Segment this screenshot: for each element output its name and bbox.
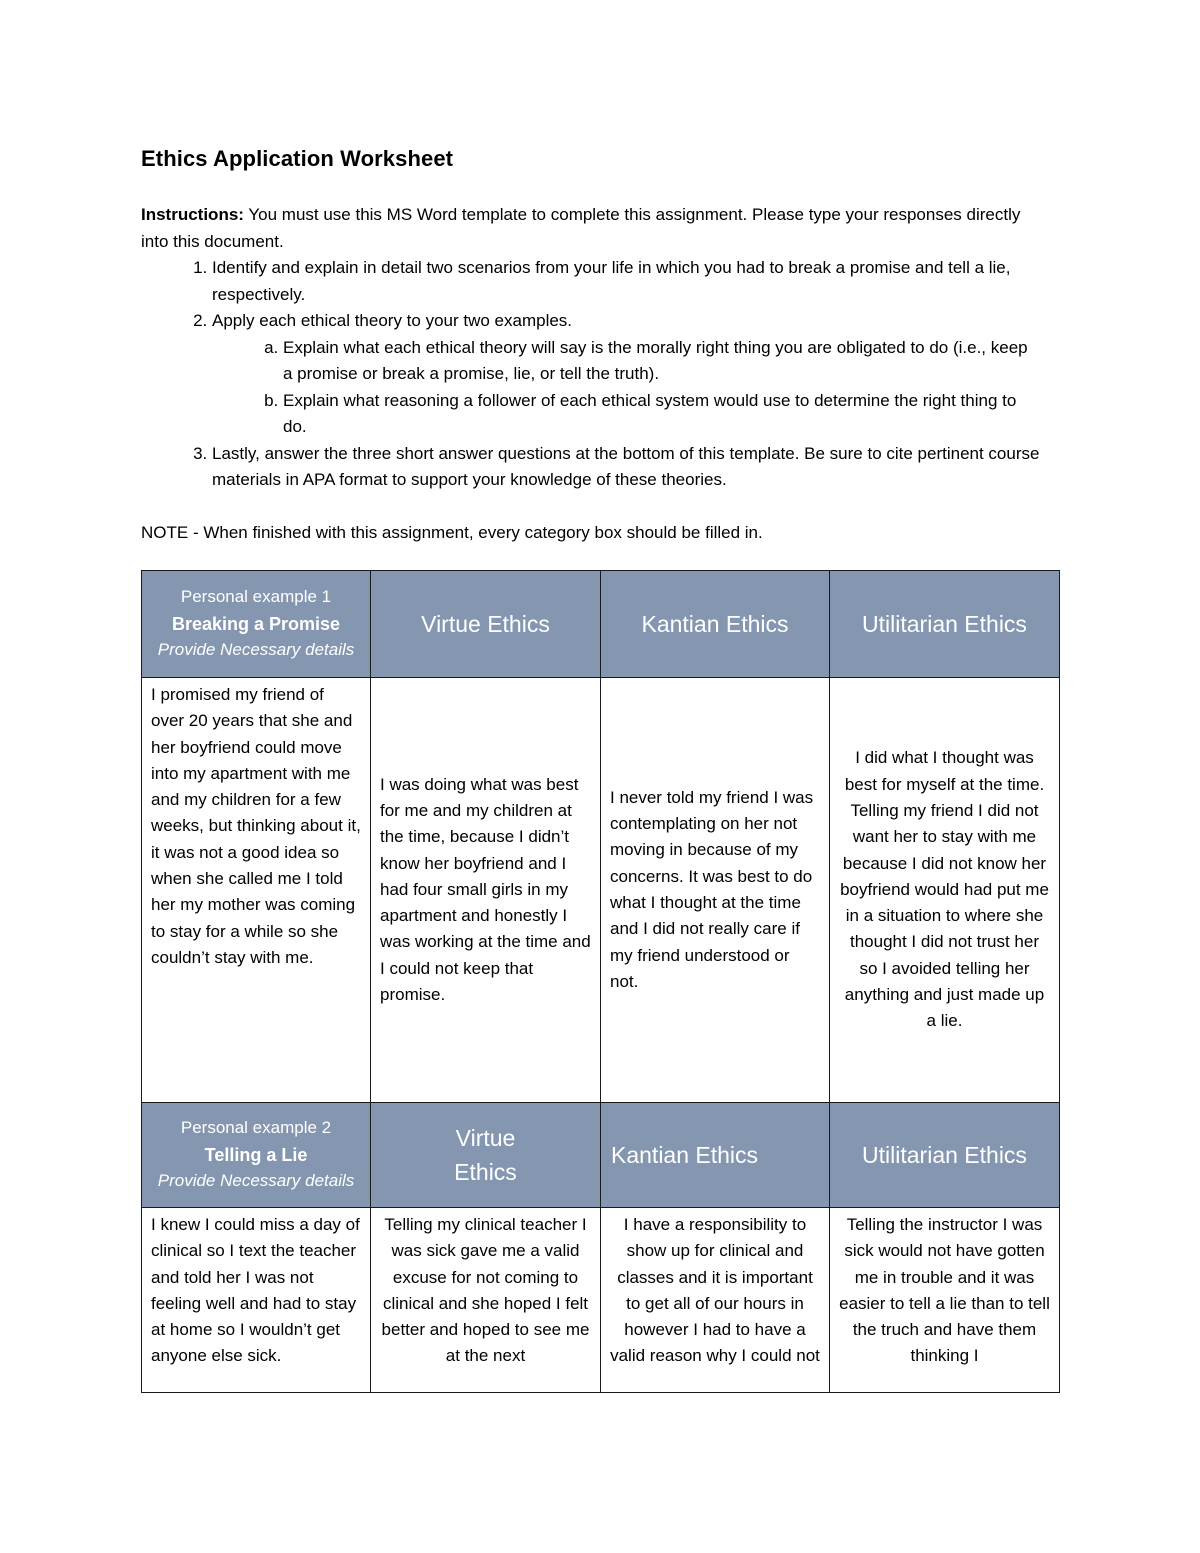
example2-kantian-cell[interactable] [601,1208,830,1393]
instruction-subitem [283,388,1041,441]
instructions-label: Instructions: [141,205,244,224]
utilitarian-ethics-header: Utilitarian Ethics [830,571,1060,678]
example2-label-cell [142,1103,371,1208]
virtue-ethics-header: Virtue Ethics [371,571,601,678]
example2-description-cell[interactable] [142,1208,371,1393]
example1-kantian-cell[interactable]: I never told my friend I was contemplating on her not moving in because of my concerns. It was best to do what I thought at the time and I did not really care if my friend understood or not. [601,678,830,1103]
virtue-ethics-header-text: Virtue Ethics [454,1125,517,1185]
instruction-item [212,308,1041,441]
example-detail: Provide Necessary details [157,1171,355,1191]
example1-label-cell [142,571,371,678]
instruction-sublist [212,335,1041,441]
kantian-ethics-header: Kantian Ethics [601,571,830,678]
example1-response-row [142,678,1060,1103]
example2-virtue-text: Telling my clinical teacher I was sick gave me a valid excuse for not coming to clinical and she hoped I felt better and hoped to see me at the next [381,1215,590,1366]
instruction-subitem [283,335,1041,388]
example2-utilitarian-text: Telling the instructor I was sick would not have gotten me in trouble and it was easier to tell a lie than to tell the truch and have them thinking I [839,1215,1050,1366]
kantian-ethics-header: Kantian Ethics [601,1103,830,1208]
example-title: Telling a Lie [204,1144,308,1165]
example-label: Personal example 2 [180,1118,332,1138]
instructions-section [141,202,1041,494]
example-detail: Provide Necessary details [157,640,355,660]
example1-description-cell[interactable]: I promised my friend of over 20 years that she and her boyfriend could move into my apartment with me and my children for a few weeks, but thinking about it, it was not a good idea so when she called me I told her my mother was coming to stay for a while so she couldn’t stay with me. [142,678,371,1103]
ethics-table [141,570,1060,1393]
instructions-paragraph [141,202,1041,255]
example2-response-row [142,1208,1060,1393]
example1-utilitarian-cell[interactable]: I did what I thought was best for myself at the time. Telling my friend I did not want her to stay with me because I did not know her boyfriend would had put me in a situation to where she thought I did not trust her so I avoided telling her anything and just made up a lie. [830,678,1060,1103]
example-label: Personal example 1 [180,587,332,607]
note-text: NOTE - When finished with this assignment, every category box should be filled in. [141,523,763,542]
instruction-item-text: Lastly, answer the three short answer questions at the bottom of this template. Be sure to cite pertinent course materials in APA format to support your knowledge of these theories. [212,443,1040,489]
instructions-list [141,255,1041,494]
instruction-subitem-text: Explain what reasoning a follower of each ethical system would use to determine the right thing to do. [283,390,1017,436]
instruction-subitem-text: Explain what each ethical theory will say is the morally right thing you are obligated to do (i.e., keep a promise or break a promise, lie, or tell the truth). [283,337,1028,383]
instruction-item [212,255,1041,308]
example1-header-row [142,571,1060,678]
example2-kantian-text: I have a responsibility to show up for clinical and classes and it is important to get all of our hours in however I had to have a valid reason why I could not [610,1215,820,1366]
example2-utilitarian-cell[interactable] [830,1208,1060,1393]
instruction-item-text: Identify and explain in detail two scenarios from your life in which you had to break a promise and tell a lie, respectively. [212,258,1011,304]
example2-virtue-cell[interactable] [371,1208,601,1393]
example2-header-row [142,1103,1060,1208]
example-title: Breaking a Promise [171,613,341,634]
instruction-item-text: Apply each ethical theory to your two examples. [212,311,573,330]
page-title: Ethics Application Worksheet [141,146,454,171]
virtue-ethics-header [371,1103,601,1208]
instruction-item [212,441,1041,494]
instructions-text: You must use this MS Word template to complete this assignment. Please type your responses directly into this document. [141,205,1021,251]
example1-virtue-cell[interactable]: I was doing what was best for me and my children at the time, because I didn’t know her boyfriend and I had four small girls in my apartment and honestly I was working at the time and I could not keep that promise. [371,678,601,1103]
utilitarian-ethics-header: Utilitarian Ethics [830,1103,1060,1208]
example2-description-text: I knew I could miss a day of clinical so I text the teacher and told her I was not feeling well and had to stay at home so I wouldn’t get anyone else sick. [151,1215,360,1366]
